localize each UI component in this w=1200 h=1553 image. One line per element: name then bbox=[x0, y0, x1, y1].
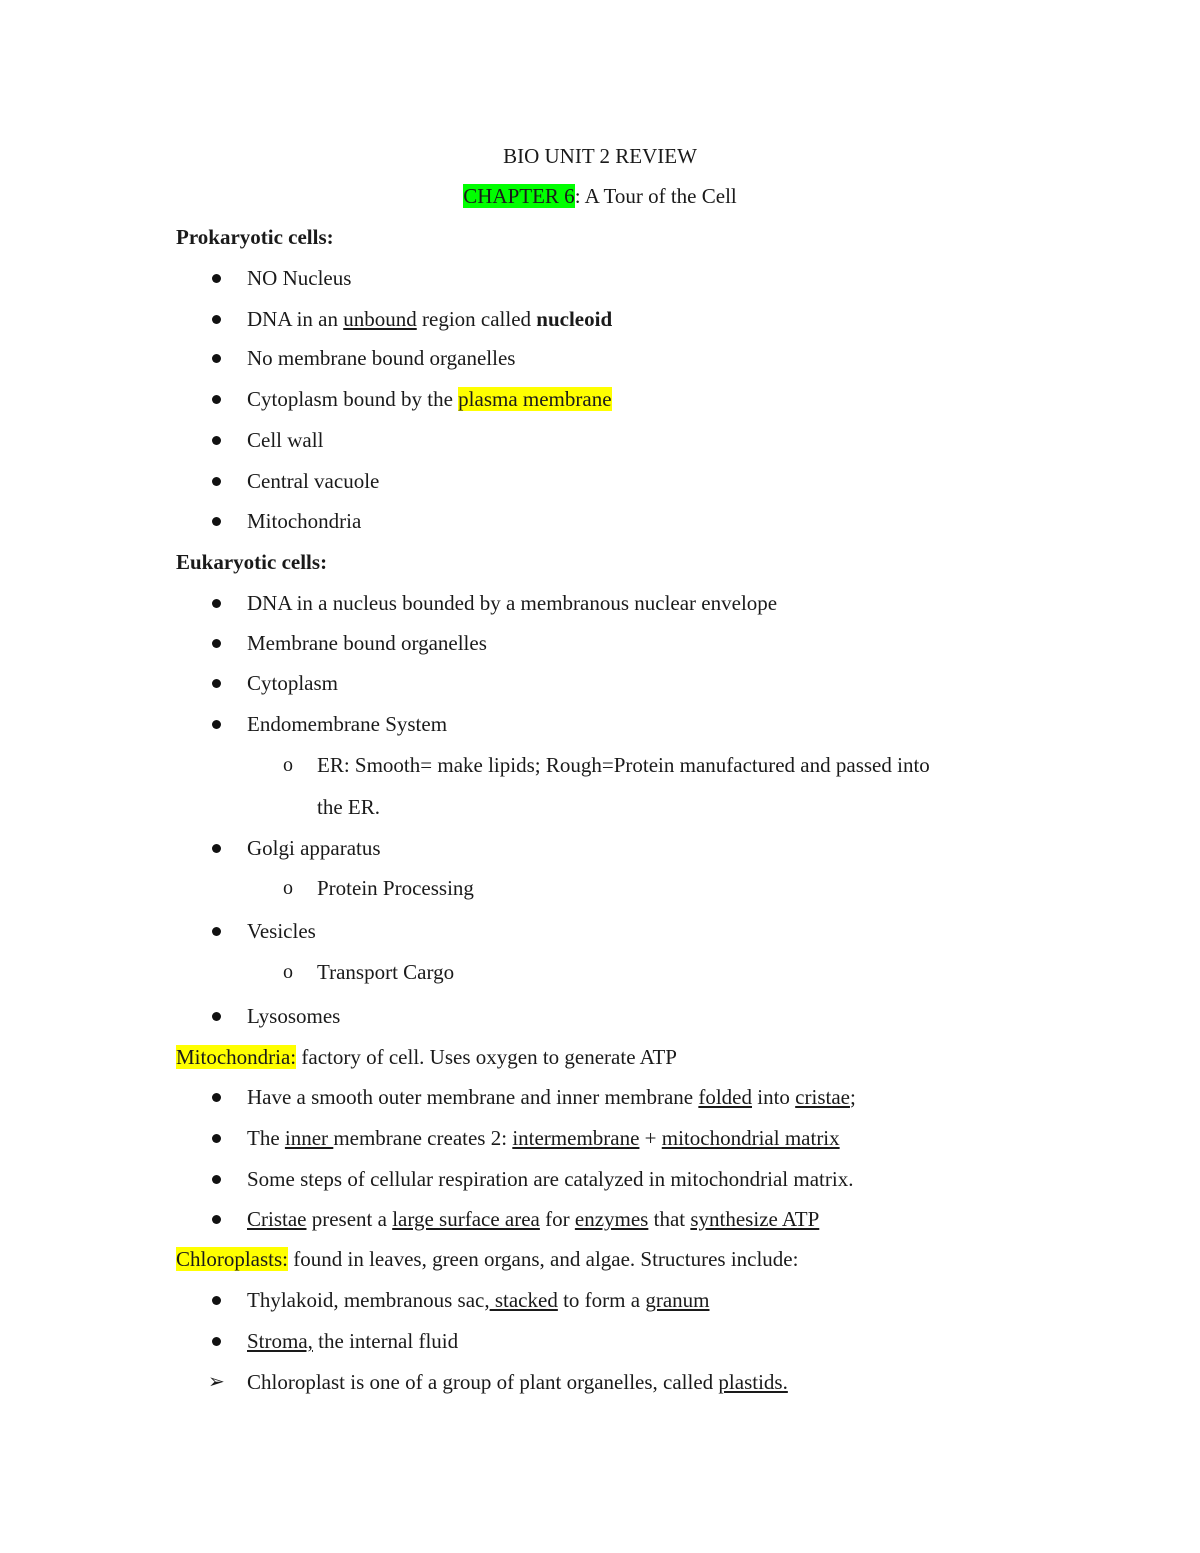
bullet-icon bbox=[212, 436, 221, 445]
eukaryotic-heading: Eukaryotic cells: bbox=[176, 550, 328, 574]
bullet-icon bbox=[212, 599, 221, 608]
list-item: DNA in an unbound region called nucleoid bbox=[247, 307, 613, 331]
bullet-icon bbox=[212, 844, 221, 853]
chapter-heading bbox=[0, 183, 1200, 209]
sub-list-item: ER: Smooth= make lipids; Rough=Protein manufactured and passed into bbox=[317, 753, 930, 777]
list-item: Cristae present a large surface area for enzymes that synthesize ATP bbox=[247, 1207, 820, 1231]
list-item: The inner membrane creates 2: intermembrane + mitochondrial matrix bbox=[247, 1126, 840, 1150]
bullet-icon bbox=[212, 1337, 221, 1346]
list-item: Central vacuole bbox=[247, 469, 380, 493]
list-item: Chloroplast is one of a group of plant organelles, called plastids. bbox=[247, 1370, 788, 1394]
list-item: Cell wall bbox=[247, 428, 324, 452]
list-item: Endomembrane System bbox=[247, 712, 448, 736]
sub-bullet-icon: o bbox=[283, 877, 293, 899]
list-item: NO Nucleus bbox=[247, 266, 352, 290]
prokaryotic-heading: Prokaryotic cells: bbox=[176, 225, 334, 249]
bullet-icon bbox=[212, 1012, 221, 1021]
list-item: Thylakoid, membranous sac, stacked to form a granum bbox=[247, 1288, 710, 1312]
sub-bullet-icon: o bbox=[283, 961, 293, 983]
highlight: plasma membrane bbox=[458, 387, 612, 411]
bullet-icon bbox=[212, 1296, 221, 1305]
bullet-icon bbox=[212, 1175, 221, 1184]
sub-bullet-icon: o bbox=[283, 754, 293, 776]
chloroplasts-paragraph: Chloroplasts: found in leaves, green organs, and algae. Structures include: bbox=[176, 1247, 799, 1271]
document-title: BIO UNIT 2 REVIEW bbox=[503, 144, 697, 168]
bullet-icon bbox=[212, 477, 221, 486]
bullet-icon bbox=[212, 720, 221, 729]
list-item: Some steps of cellular respiration are catalyzed in mitochondrial matrix. bbox=[247, 1167, 854, 1191]
list-item: Golgi apparatus bbox=[247, 836, 381, 860]
list-item: Cytoplasm bound by the plasma membrane bbox=[247, 387, 612, 411]
bullet-icon bbox=[212, 927, 221, 936]
bullet-icon bbox=[212, 274, 221, 283]
list-item: Stroma, the internal fluid bbox=[247, 1329, 459, 1353]
bullet-icon bbox=[212, 395, 221, 404]
sub-list-item: Transport Cargo bbox=[317, 960, 455, 984]
bullet-icon bbox=[212, 1215, 221, 1224]
sub-list-item-continued: the ER. bbox=[317, 795, 380, 819]
chloroplasts-label-highlight: Chloroplasts: bbox=[176, 1247, 289, 1271]
list-item: Vesicles bbox=[247, 919, 316, 943]
mitochondria-label-highlight: Mitochondria: bbox=[176, 1045, 297, 1069]
mitochondria-paragraph: Mitochondria: factory of cell. Uses oxygen to generate ATP bbox=[176, 1045, 677, 1069]
bullet-icon bbox=[212, 315, 221, 324]
list-item: Cytoplasm bbox=[247, 671, 339, 695]
bullet-icon bbox=[212, 517, 221, 526]
list-item: Membrane bound organelles bbox=[247, 631, 487, 655]
list-item: DNA in a nucleus bounded by a membranous nuclear envelope bbox=[247, 591, 778, 615]
list-item: Have a smooth outer membrane and inner membrane folded into cristae; bbox=[247, 1085, 856, 1109]
bullet-icon bbox=[212, 1134, 221, 1143]
list-item: No membrane bound organelles bbox=[247, 346, 516, 370]
bullet-icon bbox=[212, 354, 221, 363]
list-item: Mitochondria bbox=[247, 509, 362, 533]
sub-list-item: Protein Processing bbox=[317, 876, 474, 900]
bullet-icon bbox=[212, 679, 221, 688]
arrow-bullet-icon: ➢ bbox=[208, 1371, 225, 1393]
chapter-label-highlight: CHAPTER 6 bbox=[463, 184, 575, 208]
chapter-title: : A Tour of the Cell bbox=[574, 184, 737, 208]
list-item: Lysosomes bbox=[247, 1004, 341, 1028]
bullet-icon bbox=[212, 1093, 221, 1102]
bullet-icon bbox=[212, 639, 221, 648]
